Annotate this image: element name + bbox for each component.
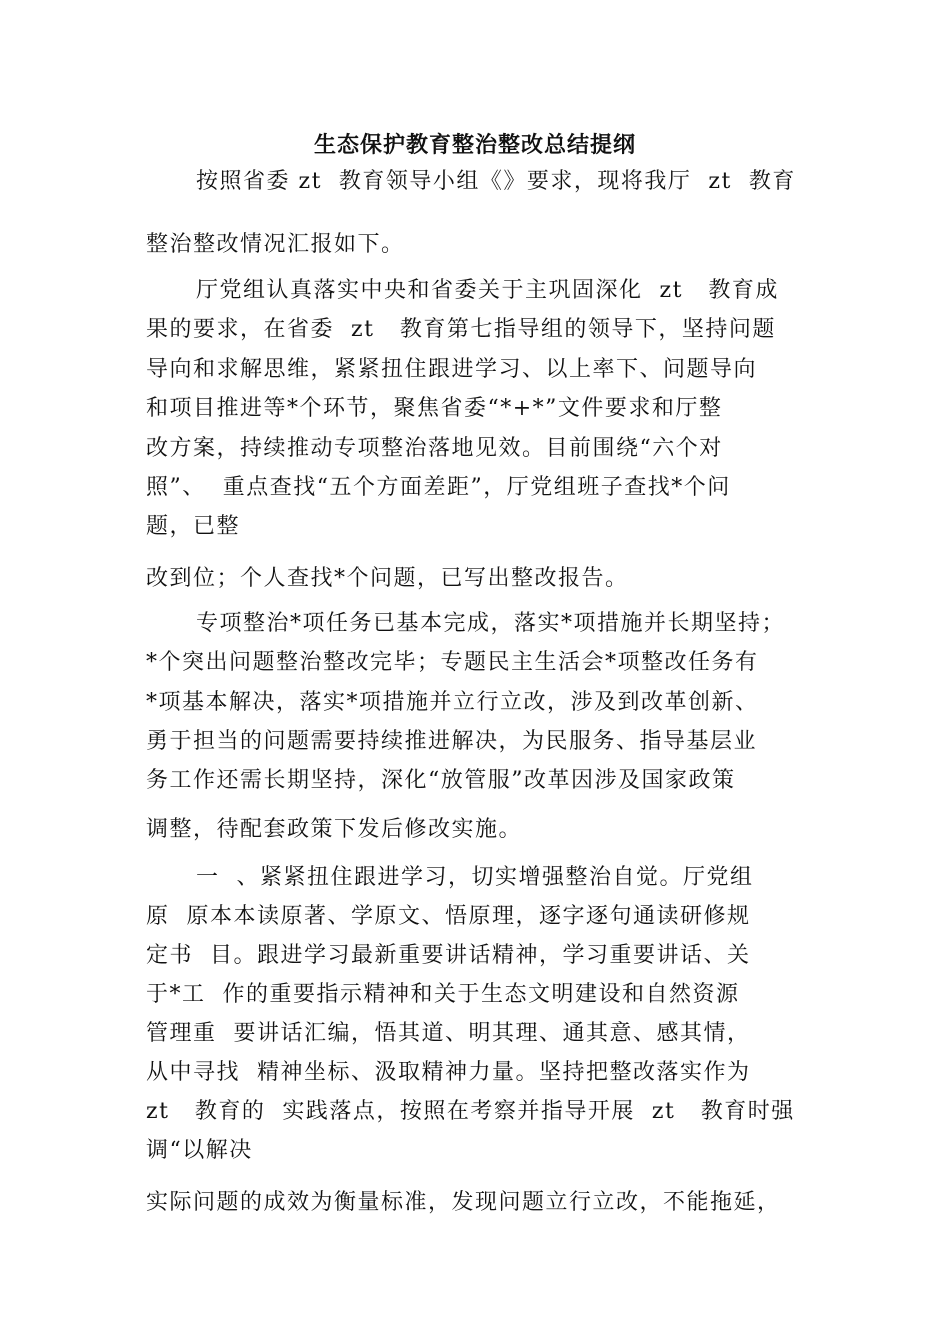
paragraph-line: *项基本解决，落实*项措施并立行立改，涉及到改革创新、 xyxy=(146,690,759,715)
paragraph-line: 从中寻找 精神坐标、汲取精神力量。坚持把整改落实作为 xyxy=(146,1060,751,1085)
paragraph-line: 改到位；个人查找*个问题，已写出整改报告。 xyxy=(146,566,629,591)
paragraph-line: 和项目推进等*个环节，聚焦省委“*+*”文件要求和厅整 xyxy=(146,396,723,421)
paragraph-line: 原 原本本读原著、学原文、悟原理，逐字逐句通读研修规 xyxy=(146,904,751,929)
paragraph-line: 勇于担当的问题需要持续推进解决，为民服务、指导基层业 xyxy=(146,729,758,754)
paragraph-line: 整治整改情况汇报如下。 xyxy=(146,232,405,257)
paragraph-line: 管理重 要讲话汇编，悟其道、明其理、通其意、感其情， xyxy=(146,1021,751,1046)
paragraph-line: *个突出问题整治整改完毕；专题民主生活会*项整改任务有 xyxy=(146,650,759,675)
paragraph-line: 改方案，持续推动专项整治落地见效。目前围绕“六个对 xyxy=(146,436,723,461)
paragraph-line: 于*工 作的重要指示精神和关于生态文明建设和自然资源 xyxy=(146,982,740,1007)
paragraph-line: 定书 目。跟进学习最新重要讲话精神，学习重要讲话、关 xyxy=(146,943,751,968)
paragraph-line: 调整，待配套政策下发后修改实施。 xyxy=(146,817,523,842)
paragraph-line: 专项整治*项任务已基本完成，落实*项措施并长期坚持； xyxy=(196,611,786,636)
paragraph-line: 导向和求解思维，紧紧扭住跟进学习、以上率下、问题导向 xyxy=(146,357,758,382)
paragraph-line: 按照省委 zt 教育领导小组《》要求，现将我厅 zt 教育 xyxy=(196,169,796,194)
paragraph-line: 实际问题的成效为衡量标准，发现问题立行立改，不能拖延， xyxy=(146,1190,781,1215)
paragraph-line: 调“以解决 xyxy=(146,1138,253,1163)
paragraph-line: zt 教育的 实践落点，按照在考察并指导开展 zt 教育时强 xyxy=(146,1099,795,1124)
paragraph-line: 一 、紧紧扭住跟进学习，切实增强整治自觉。厅党组 xyxy=(196,865,754,890)
paragraph-line: 厅党组认真落实中央和省委关于主巩固深化 zt 教育成 xyxy=(196,278,779,303)
paragraph-line: 题，已整 xyxy=(146,514,241,539)
paragraph-line: 照”、 重点查找“五个方面差距”，厅党组班子查找*个问 xyxy=(146,475,731,500)
paragraph-line: 务工作还需长期坚持，深化“放管服”改革因涉及国家政策 xyxy=(146,768,736,793)
paragraph-line: 果的要求，在省委 zt 教育第七指导组的领导下，坚持问题 xyxy=(146,317,776,342)
document-title: 生态保护教育整治整改总结提纲 xyxy=(313,132,636,158)
